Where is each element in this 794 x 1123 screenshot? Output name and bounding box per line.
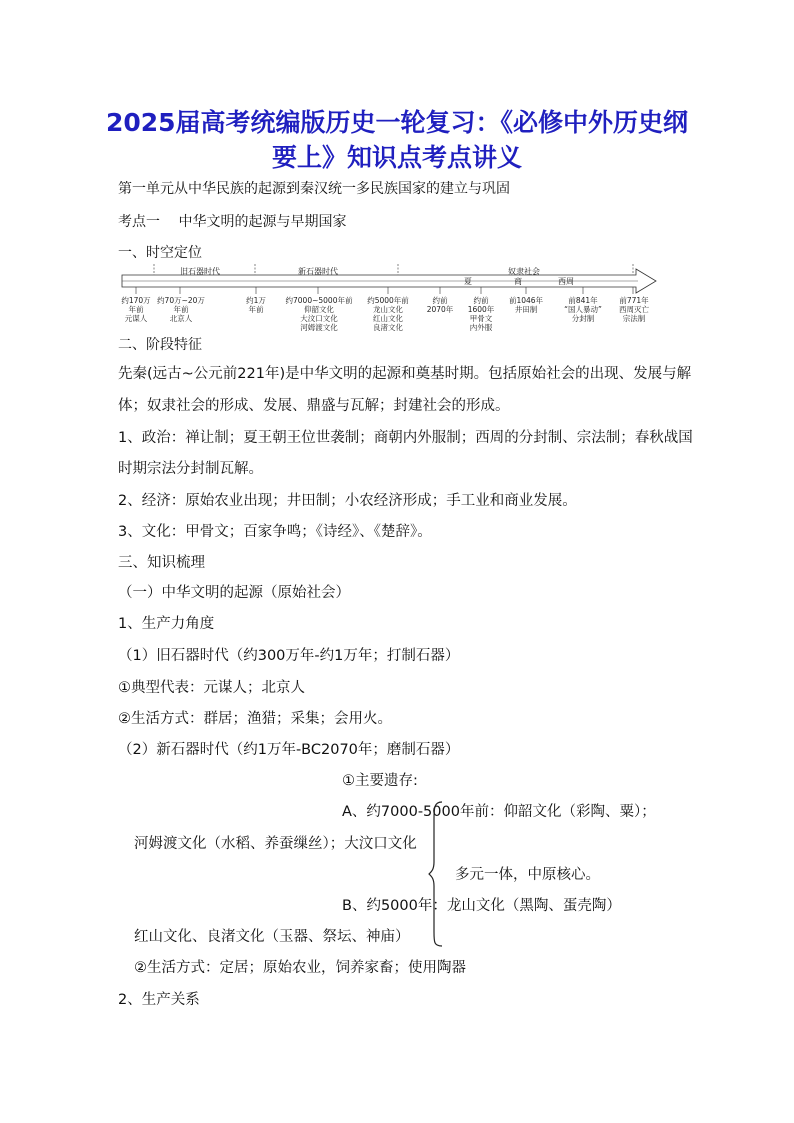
dynasty-shang: 商 xyxy=(514,277,522,286)
dynasty-xia: 夏 xyxy=(464,277,472,286)
timeline-event: 约前 1600年 甲骨文 内外服 xyxy=(467,296,495,332)
timeline-event: 前841年 “国人暴动” 分封制 xyxy=(564,296,602,323)
neolithic-main-remains: ①主要遗存: xyxy=(342,773,418,789)
timeline-event: 约70万~20万 年前 北京人 xyxy=(157,296,205,323)
timeline-event: 约前 2070年 xyxy=(426,296,454,314)
paragraph-economy: 2、经济：原始农业出现；井田制；小农经济形成；手工业和商业发展。 xyxy=(118,493,577,509)
section-heading-3: 三、知识梳理 xyxy=(118,555,205,571)
timeline-event: 约1万 年前 xyxy=(246,296,266,314)
paragraph-culture: 3、文化：甲骨文；百家争鸣；《诗经》、《楚辞》。 xyxy=(118,524,432,540)
productivity-heading: 1、生产力角度 xyxy=(118,616,215,632)
document-title-line1: 2025届高考统编版历史一轮复习：《必修中外历史纲 xyxy=(105,108,689,137)
paragraph-intro-1: 先秦(远古~公元前221年)是中华文明的起源和奠基时期。包括原始社会的出现、发展与解 xyxy=(118,366,692,382)
era-paleolithic: 旧石器时代 xyxy=(180,267,220,276)
neolithic-item-b: B、约5000年：龙山文化（黑陶、蛋壳陶） xyxy=(342,898,621,914)
section-heading-1: 一、时空定位 xyxy=(118,245,202,261)
neolithic-item-a: A、约7000-5000年前：仰韶文化（彩陶、粟）； xyxy=(342,804,656,820)
timeline-event: 约5000年前 龙山文化 红山文化 良渚文化 xyxy=(367,296,409,332)
paleolithic-representatives: ①典型代表：元谋人；北京人 xyxy=(118,680,305,696)
timeline-event: 前1046年 井田制 xyxy=(508,296,544,314)
dynasty-western-zhou: 西周 xyxy=(558,277,574,286)
timeline-event: 约170万 年前 元谋人 xyxy=(121,296,151,323)
curly-brace xyxy=(428,800,444,950)
paleolithic-heading: （1）旧石器时代（约300万年-约1万年；打制石器） xyxy=(118,648,460,664)
paragraph-politics-2: 时期宗法分封制瓦解。 xyxy=(118,461,263,477)
neolithic-item-b-cont: 红山文化、良渚文化（玉器、祭坛、神庙） xyxy=(134,929,410,945)
relations-of-production-heading: 2、生产关系 xyxy=(118,992,200,1008)
subsection-origin: （一）中华文明的起源（原始社会） xyxy=(118,585,350,601)
paragraph-intro-2: 体；奴隶社会的形成、发展、鼎盛与瓦解；封建社会的形成。 xyxy=(118,398,510,414)
unit-heading: 第一单元从中华民族的起源到秦汉统一多民族国家的建立与巩固 xyxy=(118,181,510,197)
document-title-line2: 要上》知识点考点讲义 xyxy=(271,143,522,172)
paleolithic-lifestyle: ②生活方式：群居；渔猎；采集；会用火。 xyxy=(118,711,392,727)
section-heading-2: 二、阶段特征 xyxy=(118,337,202,353)
neolithic-lifestyle: ②生活方式：定居；原始农业，饲养家畜；使用陶器 xyxy=(134,960,466,976)
timeline-event: 前771年 西周灭亡 宗法制 xyxy=(619,296,649,323)
era-neolithic: 新石器时代 xyxy=(298,267,338,276)
era-slave-society: 奴隶社会 xyxy=(508,267,540,276)
neolithic-conclusion: 多元一体，中原核心。 xyxy=(455,867,600,883)
neolithic-item-a-cont: 河姆渡文化（水稻、养蚕缫丝）；大汶口文化 xyxy=(134,836,417,852)
neolithic-heading: （2）新石器时代（约1万年-BC2070年；磨制石器） xyxy=(118,742,460,758)
timeline-event: 约7000~5000年前 仰韶文化 大汶口文化 河姆渡文化 xyxy=(285,296,353,332)
paragraph-politics-1: 1、政治：禅让制；夏王朝王位世袭制；商朝内外服制；西周的分封制、宗法制；春秋战国 xyxy=(118,430,693,446)
kaodian-heading: 考点一 中华文明的起源与早期国家 xyxy=(118,214,347,230)
timeline-figure xyxy=(118,264,663,332)
